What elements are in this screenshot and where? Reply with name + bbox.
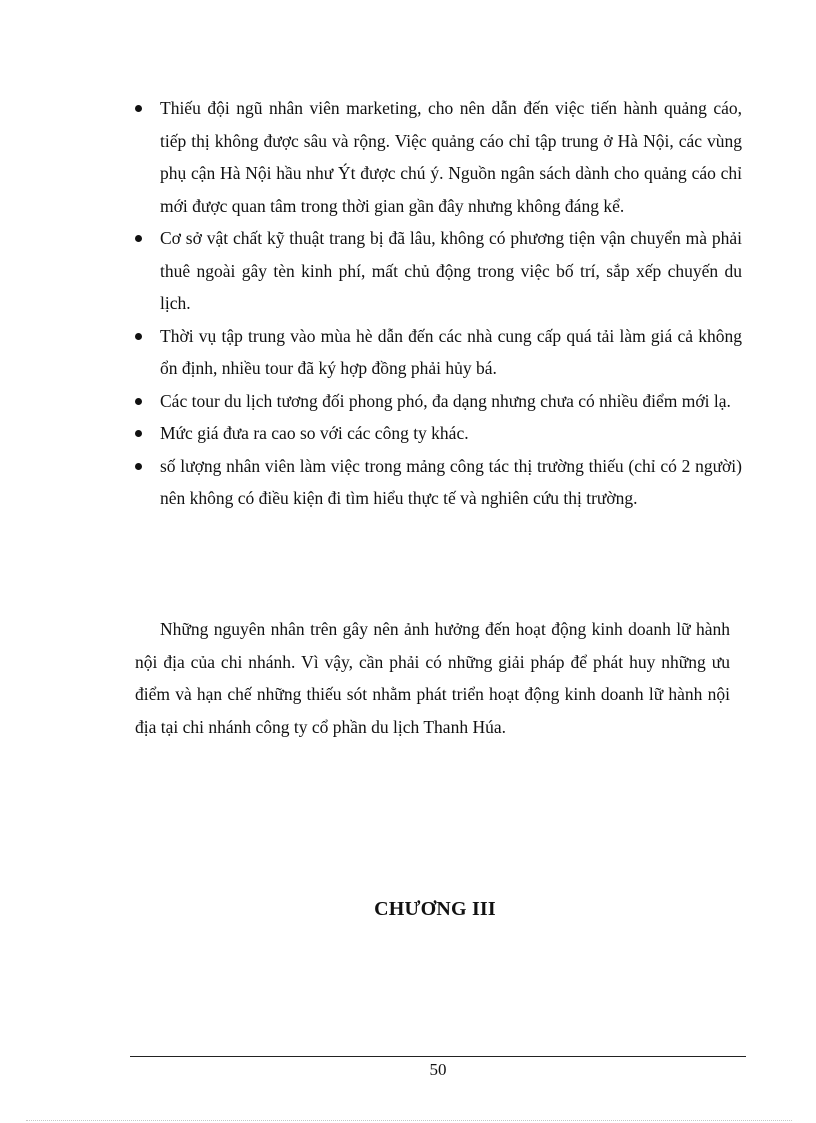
footer-divider	[130, 1056, 746, 1057]
bullet-text: Mức giá đưa ra cao so với các công ty khác.	[160, 423, 469, 443]
bullet-dot-icon	[135, 430, 142, 437]
bullet-item	[130, 92, 742, 222]
conclusion-paragraph: Những nguyên nhân trên gây nên ảnh hưởng đến hoạt động kinh doanh lữ hành nội địa của chi nhánh. Vì vậy, cần phải có những giải pháp để phát huy những ưu điểm và hạn chế những thiếu sót nhằm phát triển hoạt động kinh doanh lữ hành nội địa tại chi nhánh công ty cổ phần du lịch Thanh Húa.	[135, 619, 730, 737]
bullet-text: Cơ sở vật chất kỹ thuật trang bị đã lâu, không có phương tiện vận chuyển mà phải thuê ngoài gây tèn kinh phí, mất chủ động trong việc bố trí, sắp xếp chuyến du lịch.	[160, 228, 742, 313]
bullet-text: Thời vụ tập trung vào mùa hè dẫn đến các nhà cung cấp quá tải làm giá cả không ổn định, nhiều tour đã ký hợp đồng phải hủy bá.	[160, 325, 742, 378]
bullet-dot-icon	[135, 105, 142, 112]
bullet-text: Các tour du lịch tương đối phong phó, đa dạng nhưng chưa có nhiều điểm mới lạ.	[160, 390, 731, 411]
page-number: 50	[429, 1060, 447, 1079]
bullet-item	[130, 417, 742, 450]
bullet-text: số lượng nhân viên làm việc trong mảng công tác thị trường thiếu (chỉ có 2 người) nên không có điều kiện đi tìm hiểu thực tế và nghiên cứu thị trường.	[160, 455, 742, 508]
bullet-dot-icon	[135, 333, 142, 340]
weakness-bullet-list	[130, 92, 742, 515]
bullet-dot-icon	[135, 463, 142, 470]
page-bottom-edge	[26, 1120, 792, 1121]
bullet-dot-icon	[135, 235, 142, 242]
bullet-item	[130, 222, 742, 320]
bullet-text: Thiếu đội ngũ nhân viên marketing, cho nên dẫn đến việc tiến hành quảng cáo, tiếp thị không được sâu và rộng. Việc quảng cáo chỉ tập trung ở Hà Nội, các vùng phụ cận Hà Nội hầu như Ýt được chú ý. Nguồn ngân sách dành cho quảng cáo chỉ mới được quan tâm trong thời gian gần đây nhưng không đáng kể.	[160, 98, 742, 216]
bullet-item	[130, 385, 742, 418]
chapter-heading: CHƯƠNG III	[374, 898, 496, 920]
bullet-item	[130, 320, 742, 385]
bullet-dot-icon	[135, 398, 142, 405]
bullet-item	[130, 450, 742, 515]
